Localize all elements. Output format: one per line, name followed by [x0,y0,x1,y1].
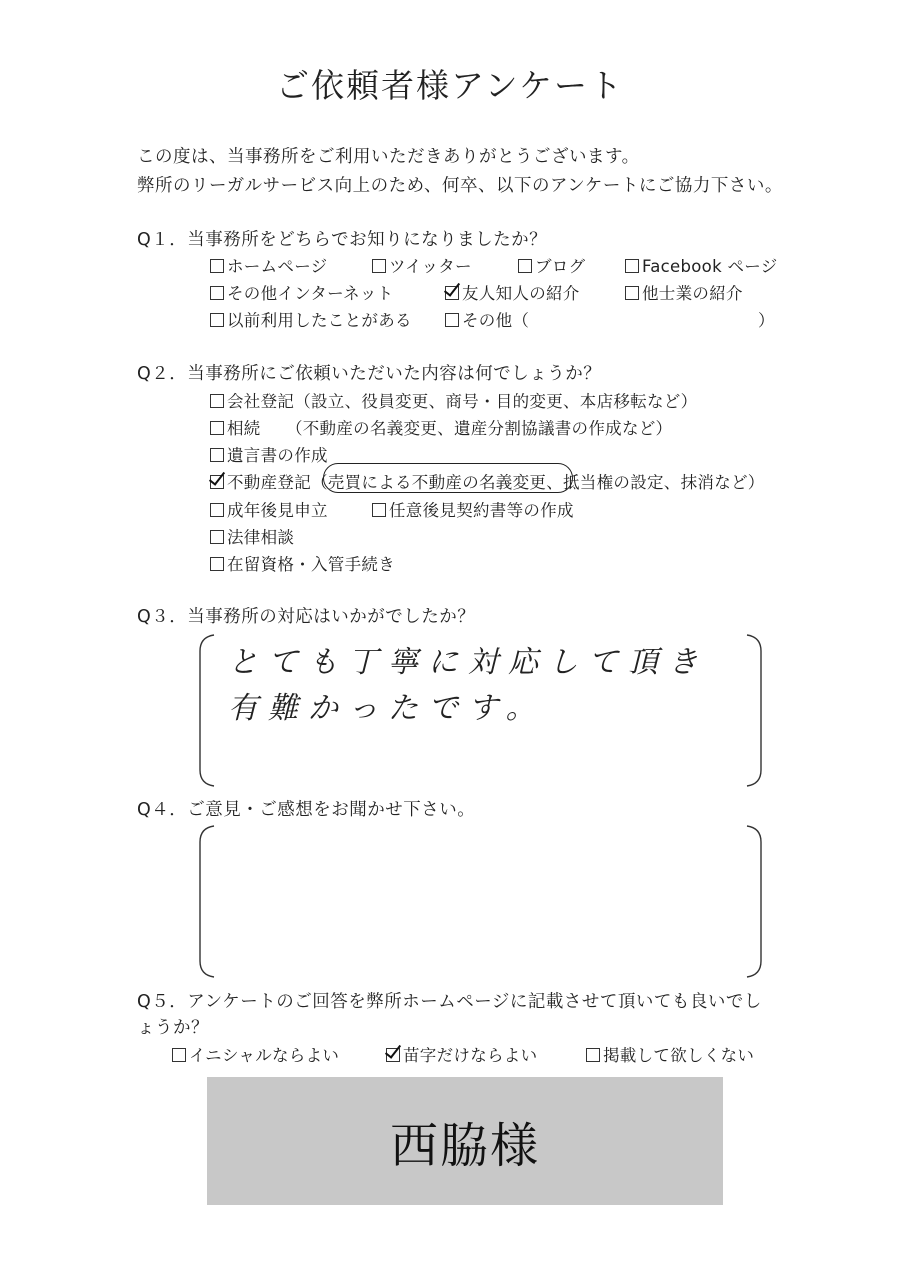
q3-question: Q３．当事務所の対応はいかがでしたか？ [137,607,476,627]
checkbox-icon [625,259,639,273]
q2-question: Q２．当事務所にご依頼いただいた内容は何でしょうか？ [137,364,602,384]
q5-question-line-1: Q５．アンケートのご回答を弊所ホームページに記載させて頂いても良いでし [137,992,762,1012]
q2-option-company[interactable]: 会社登記（設立、役員変更、商号・目的変更、本店移転など） [210,388,697,412]
respondent-name: 西脇様 [389,1117,540,1174]
checkbox-icon [445,313,459,327]
q1-option-previous[interactable]: 以前利用したことがある [210,307,412,331]
q2-option-real-estate[interactable]: 不動産登記（売買による不動産の名義変更、抵当権の設定、抹消など） [210,469,765,493]
checkbox-icon [210,557,224,571]
q4-question: Q４．ご意見・ご感想をお聞かせ下さい。 [137,800,476,820]
q1-option-other-profession[interactable]: 他士業の紹介 [625,280,743,304]
q2-option-guardianship[interactable]: 成年後見申立 [210,497,328,521]
q5-option-initial[interactable]: イニシャルならよい [172,1042,339,1066]
q3-answer-line-2: 有難かったです。 [228,691,546,726]
checked-checkbox-icon [445,286,459,300]
handwritten-circle [323,463,573,493]
q1-option-twitter[interactable]: ツイッター [372,253,472,277]
q1-option-facebook[interactable]: Facebook ページ [625,253,778,277]
respondent-nameplate [207,1077,723,1205]
q1-option-blog[interactable]: ブログ [518,253,585,277]
q1-option-other-close: ） [758,311,775,330]
checkbox-icon [210,313,224,327]
checkbox-icon [210,421,224,435]
checkbox-icon [586,1048,600,1062]
q1-option-other-internet[interactable]: その他インターネット [210,280,394,304]
q2-option-will[interactable]: 遺言書の作成 [210,442,328,466]
q5-option-surname[interactable]: 苗字だけならよい [386,1042,537,1066]
q1-option-other[interactable]: その他（ [445,307,529,331]
q1-option-friend[interactable]: 友人知人の紹介 [445,280,580,304]
q5-option-no[interactable]: 掲載して欲しくない [586,1042,754,1066]
checkbox-icon [625,286,639,300]
checkbox-icon [518,259,532,273]
checkbox-icon [210,286,224,300]
checkbox-icon [210,448,224,462]
q3-right-bracket [745,633,765,788]
checkbox-icon [372,259,386,273]
checkbox-icon [210,394,224,408]
checkbox-icon [210,503,224,517]
q1-question: Q１．当事務所をどちらでお知りになりましたか？ [137,230,548,250]
checked-checkbox-icon [210,475,224,489]
intro-line-1: この度は、当事務所をご利用いただきありがとうございます。 [137,147,640,167]
q2-option-legal-consult[interactable]: 法律相談 [210,524,294,548]
checkbox-icon [372,503,386,517]
q4-left-bracket [196,824,216,979]
q2-option-voluntary-guardianship[interactable]: 任意後見契約書等の作成 [372,497,574,521]
q3-answer-line-1: とても丁寧に対応して頂き [228,645,708,680]
checkbox-icon [210,259,224,273]
q3-left-bracket [196,633,216,788]
checkbox-icon [210,530,224,544]
q2-option-immigration[interactable]: 在留資格・入管手続き [210,551,395,575]
page-title: ご依頼者様アンケート [275,66,625,105]
q2-option-inheritance[interactable]: 相続 （不動産の名義変更、遺産分割協議書の作成など） [210,415,672,439]
q1-option-homepage[interactable]: ホームページ [210,253,327,277]
checkbox-icon [172,1048,186,1062]
q4-right-bracket [745,824,765,979]
checked-checkbox-icon [386,1048,400,1062]
q5-question-line-2: ょうか？ [137,1018,209,1038]
intro-line-2: 弊所のリーガルサービス向上のため、何卒、以下のアンケートにご協力下さい。 [137,176,783,196]
